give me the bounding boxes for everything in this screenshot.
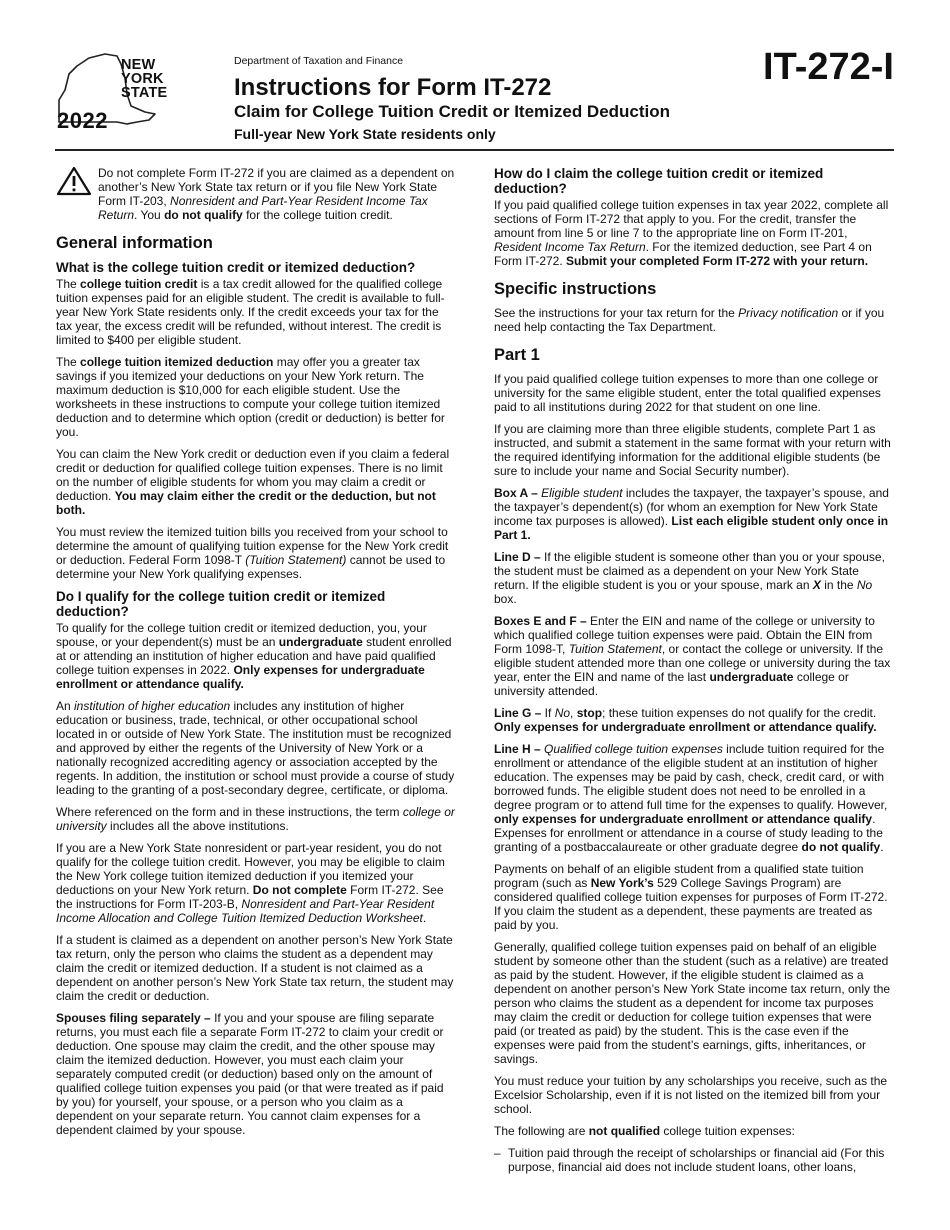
paragraph: Where referenced on the form and in these instructions, the term college or university includes all the above institutions. <box>56 805 455 833</box>
paragraph: See the instructions for your tax return for the Privacy notification or if you need help contacting the Tax Department. <box>494 306 885 334</box>
not-qualified-list <box>494 1146 894 1174</box>
warning-text: Do not complete Form IT-272 if you are claimed as a dependent on another’s New York State tax return or if you file New York State Form IT-203, Nonresident and Part-Year Resident Income Tax Return. You do not qualify for the college tuition credit. <box>98 166 455 222</box>
paragraph: An institution of higher education includes any institution of higher education or business, trade, technical, or other occupational school located in or outside of New York State. The institution must be recognized and approved by either the regents of the University of New York or a nationally recognized accrediting agency or association accepted by the regents. In addition, the institution or school must provide a course of study leading to the granting of a post-secondary degree, certificate, or diploma. <box>56 699 455 797</box>
paragraph: Box A – Eligible student includes the taxpayer, the taxpayer’s spouse, and the taxpayer’s dependent(s) (for whom an exemption for New York State income tax purposes is allowed). List each eligible student only once in Part 1. <box>494 486 889 542</box>
paragraph: Boxes E and F – Enter the EIN and name of the college or university to which qualified college tuition expenses were paid. Obtain the EIN from Form 1098-T, Tuition Statement, or contact the college or university. If the eligible student attended more than one college or university during the tax year, enter the EIN and name of the last undergraduate college or university attended. <box>494 614 891 698</box>
logo-line3: STATE <box>121 85 168 101</box>
left-column <box>56 166 456 1145</box>
paragraph: The following are not qualified college tuition expenses: <box>494 1124 795 1138</box>
paragraph: Payments on behalf of an eligible student from a qualified state tuition program (such as New York’s 529 College Savings Program) are considered qualified college tuition expenses for purposes of Form IT-272. If you claim the student as a dependent, these payments are treated as paid by you. <box>494 862 888 932</box>
right-column <box>494 166 894 1174</box>
logo-text <box>121 58 167 100</box>
page-subtitle: Claim for College Tuition Credit or Itemized Deduction <box>234 102 671 121</box>
paragraph: If you paid qualified college tuition expenses in tax year 2022, complete all sections of Form IT-272 that apply to you. For the credit, transfer the amount from line 5 or line 7 to the appropriate line on Form IT-201, Resident Income Tax Return. For the itemized deduction, see Part 4 on Form IT-272. Submit your completed Form IT-272 with your return. <box>494 198 889 268</box>
paragraph: Spouses filing separately – If you and your spouse are filing separate returns, you must each file a separate Form IT-272 to claim your credit or deduction. One spouse may claim the credit, and the other spouse may claim the itemized deduction. However, you must each claim your separately computed credit (or deduction) based only on the amount of qualified college tuition expenses you paid (or that were treated as if paid by you) for yourself, your spouse, or a person who you claim as a dependent on your separate return. You cannot claim expenses for a dependent claimed by your spouse. <box>56 1011 444 1137</box>
warning-icon <box>56 166 98 222</box>
paragraph: You must reduce your tuition by any scholarships you receive, such as the Excelsior Scholarship, even if it is not listed on the itemized bill from your school. <box>494 1074 888 1116</box>
heading-general-information: General information <box>56 234 213 252</box>
page-title: Instructions for Form IT-272 <box>234 74 552 101</box>
logo-year: 2022 <box>57 108 108 133</box>
paragraph: Line G – If No, stop; these tuition expenses do not qualify for the credit. Only expenses for undergraduate enrollment or attendance qualify. <box>494 706 877 734</box>
heading-how-to-claim: How do I claim the college tuition credit or itemized deduction? <box>494 166 824 196</box>
heading-do-i-qualify: Do I qualify for the college tuition credit or itemized deduction? <box>56 589 386 619</box>
paragraph: If you paid qualified college tuition expenses to more than one college or university for the same eligible student, enter the total qualified expenses paid to all institutions during 2022 for that student on one line. <box>494 372 881 414</box>
paragraph: Line D – If the eligible student is someone other than you or your spouse, the student must be claimed as a dependent on your New York State return. If the eligible student is you or your spouse, mark an X in the No box. <box>494 550 885 606</box>
paragraph: If you are a New York State nonresident or part-year resident, you do not qualify for the college tuition credit. However, you may be eligible to claim the New York college tuition itemized deduction if you itemized your deductions on your New York return. Do not complete Form IT-272. See the instructions for Form IT-203-B, Nonresident and Part-Year Resident Income Allocation and College Tuition Itemized Deduction Worksheet. <box>56 841 445 925</box>
list-item: – Tuition paid through the receipt of scholarships or financial aid (For this purpose, financial aid does not include student loans, other loans, <box>494 1146 894 1174</box>
nys-logo <box>55 50 185 136</box>
residents-note: Full-year New York State residents only <box>234 126 496 142</box>
paragraph: If you are claiming more than three eligible students, complete Part 1 as instructed, and submit a statement in the same format with your return with the required identifying information for the additional eligible students (be sure to include your name and Social Security number). <box>494 422 891 478</box>
heading-part-1: Part 1 <box>494 346 540 364</box>
logo-line2: YORK <box>121 71 164 87</box>
form-number: IT-272-I <box>763 46 894 88</box>
warning-box <box>56 166 456 222</box>
department-name: Department of Taxation and Finance <box>234 55 404 67</box>
paragraph: To qualify for the college tuition credit or itemized deduction, you, your spouse, or your dependent(s) must be an undergraduate student enrolled at or attending an institution of higher education and have paid qualified college tuition expenses in 2022. Only expenses for undergraduate enrollment or attendance qualify. <box>56 621 452 691</box>
heading-specific-instructions: Specific instructions <box>494 280 657 298</box>
paragraph: Line H – Qualified college tuition expenses include tuition required for the enrollment or attendance of the eligible student at an institution of higher education. The expenses may be paid by cash, check, credit card, or with borrowed funds. The eligible student does not need to be enrolled in a degree program or to attend full time for the expenses to qualify. However, only expenses for undergraduate enrollment or attendance qualify. Expenses for enrollment or attendance in a course of study leading to the granting of a postbaccalaureate or other graduate degree do not qualify. <box>494 742 888 854</box>
paragraph: If a student is claimed as a dependent on another person’s New York State tax return, only the person who claims the student as a dependent may claim the credit or itemized deduction. If a student is not claimed as a dependent on another person’s New York State tax return, the student may claim the credit or deduction. <box>56 933 454 1003</box>
paragraph: The college tuition credit is a tax credit allowed for the qualified college tuition expenses paid for an eligible student. The credit is available to full-year New York State residents only. If the credit exceeds your tax for the tax year, the excess credit will be refunded, without interest. The credit is limited to $400 per eligible student. <box>56 277 445 347</box>
paragraph: The college tuition itemized deduction may offer you a greater tax savings if you itemized your deductions on your New York return. The maximum deduction is $10,000 for each eligible student. Use the worksheets in these instructions to compute your college tuition itemized deduction and to determine which option (credit or deduction) is better for you. <box>56 355 445 439</box>
logo-line1: NEW <box>121 57 156 73</box>
header-divider <box>55 149 894 151</box>
paragraph: You must review the itemized tuition bills you received from your school to determine the amount of qualifying tuition expense for the New York credit or deduction. Federal Form 1098-T (Tuition Statement) cannot be used to determine your New York qualifying expenses. <box>56 525 449 581</box>
heading-what-is-credit: What is the college tuition credit or itemized deduction? <box>56 260 416 275</box>
paragraph: You can claim the New York credit or deduction even if you claim a federal credit or deduction for qualified college tuition expenses. There is no limit on the number of eligible students for whom you may claim a credit or deduction. You may claim either the credit or the deduction, but not both. <box>56 447 450 517</box>
paragraph: Generally, qualified college tuition expenses paid on behalf of an eligible student by someone other than the student (such as a relative) are treated as paid by the student. However, if the eligible student is claimed as a dependent on another person’s New York State income tax return, only the person who claims the student as a dependent for income tax purposes may claim the credit or deduction for college tuition expenses that were paid (or treated as paid) by the student. This is the case even if the expenses were paid from the student’s earnings, gifts, inheritances, or savings. <box>494 940 891 1066</box>
